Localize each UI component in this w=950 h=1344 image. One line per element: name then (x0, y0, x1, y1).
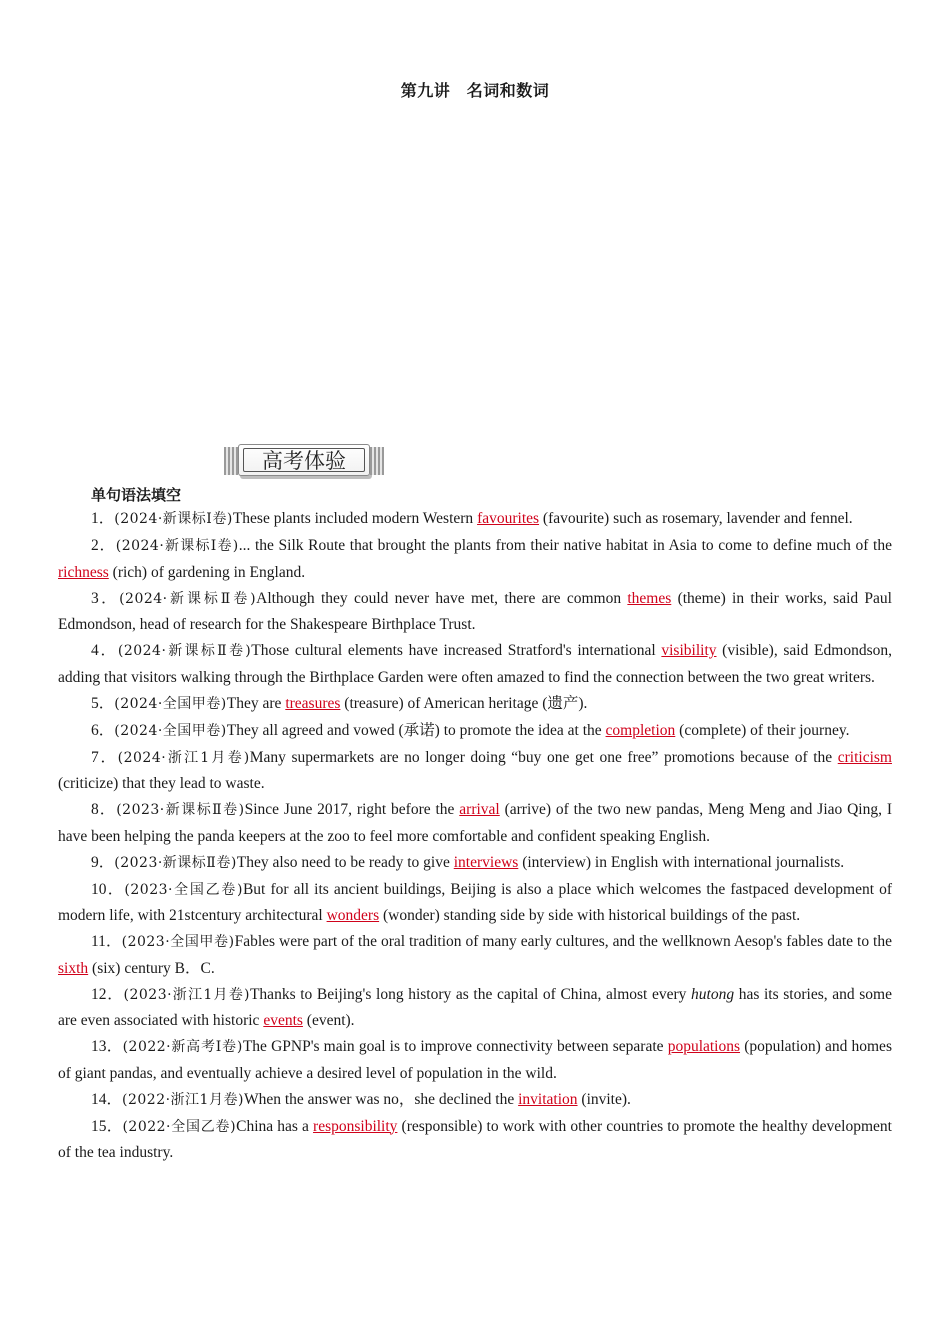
question-number: 13． (91, 1038, 123, 1055)
question-text-after: (six) century B．C. (88, 959, 215, 977)
answer-word: wonders (326, 907, 380, 924)
question-source: (2023·全国甲卷) (121, 934, 235, 950)
section-banner (224, 444, 384, 476)
question-source: (2022·全国乙卷) (122, 1118, 237, 1135)
question-text-after: (theme) in their works, said Paul Edmondson, head of research for the Shakespeare Birthplace Trust. (58, 589, 892, 633)
question-text-after: (treasure) of American heritage (遗产). (340, 694, 588, 712)
answer-word: sixth (58, 959, 89, 977)
question-number: 11． (91, 933, 122, 950)
question-source: (2024·浙江1月卷) (117, 749, 250, 766)
question-list (58, 506, 892, 1166)
answer-word: themes (627, 589, 672, 607)
question-source: (2023·新课标Ⅱ卷) (114, 854, 237, 871)
question-source: (2023·浙江1月卷) (123, 986, 250, 1003)
question-number: 7． (91, 748, 118, 766)
question-text: When the answer was no，she declined the (243, 1090, 519, 1108)
question-number: 1． (91, 510, 115, 527)
question-text-after: (wonder) standing side by side with historical buildings of the past. (379, 907, 801, 924)
answer-word: responsibility (313, 1117, 398, 1135)
question-source: (2023·全国乙卷) (124, 881, 243, 898)
question-item (58, 533, 892, 585)
question-text: Many supermarkets are no longer doing “buy one get one free” promotions because of the (249, 748, 838, 766)
question-text-after: (responsible) to work with other countries to promote the healthy development of the tea industry. (58, 1117, 892, 1161)
question-text-after: (event). (302, 1012, 355, 1029)
question-text: China has a (236, 1117, 314, 1135)
question-item (58, 1087, 892, 1114)
answer-word: favourites (477, 510, 540, 527)
question-item (58, 1114, 892, 1166)
question-number: 6． (91, 721, 115, 739)
answer-word: treasures (285, 694, 341, 712)
question-item (58, 745, 892, 797)
question-text-cont: has its stories, and some are even associated with historic (58, 985, 892, 1029)
question-text: ... the Silk Route that brought the plants from their native habitat in Asia to come to define much of the (238, 537, 892, 554)
question-text: These plants included modern Western (232, 510, 478, 527)
question-number: 3． (91, 589, 120, 607)
question-text: Those cultural elements have increased Stratford's international (251, 642, 662, 659)
question-item (58, 877, 892, 929)
question-item (58, 982, 892, 1034)
question-number: 8． (91, 801, 117, 818)
question-item (58, 638, 892, 690)
question-item (58, 718, 892, 745)
question-text-after: (rich) of gardening in England. (108, 563, 306, 581)
answer-word: visibility (661, 642, 717, 659)
question-number: 9． (91, 853, 115, 871)
banner-stripes-right (370, 447, 384, 475)
answer-word: criticism (837, 748, 892, 766)
question-text: Thanks to Beijing's long history as the capital of China, almost every (249, 985, 692, 1003)
question-item (58, 929, 892, 981)
banner-label: 高考体验 (243, 448, 365, 472)
question-source: (2023·新课标Ⅱ卷) (116, 802, 245, 818)
question-text-after: (visible), said Edmondson, adding that visitors walking through the Birthplace Garden were often amazed to find the connection between the two great writers. (58, 642, 892, 686)
question-text-after: (arrive) of the two new pandas, Meng Meng and Jiao Qing, I have been helping the panda keepers at the zoo to feel more comfortable and confident speaking English. (58, 801, 892, 845)
question-item (58, 586, 892, 638)
question-text-after: (favourite) such as rosemary, lavender and fennel. (539, 510, 853, 527)
question-number: 2． (91, 537, 116, 554)
question-text-after: (invite). (577, 1090, 631, 1108)
question-number: 15． (91, 1117, 123, 1135)
answer-word: interviews (453, 853, 519, 871)
answer-word: richness (58, 563, 109, 581)
banner-box (238, 444, 370, 476)
question-number: 14． (91, 1090, 123, 1108)
question-number: 12． (91, 985, 124, 1003)
question-source: (2022·新高考Ⅰ卷) (122, 1039, 243, 1055)
question-text: Although they could never have met, there are common (256, 589, 628, 607)
question-item (58, 850, 892, 877)
question-text-after: (interview) in English with international journalists. (518, 853, 845, 871)
answer-word: events (263, 1012, 303, 1029)
question-source: (2024·新课标Ⅱ卷) (117, 643, 252, 659)
answer-word: populations (667, 1038, 741, 1055)
question-text-after: (population) and homes of giant pandas, and eventually achieve a desired level of population in the wild. (58, 1038, 892, 1082)
question-number: 10． (91, 880, 125, 898)
question-text: They all agreed and vowed (承诺) to promote the idea at the (226, 721, 606, 739)
question-text-after: (criticize) that they lead to waste. (58, 775, 265, 792)
section-heading: 单句语法填空 (91, 486, 182, 504)
question-source: (2024·新课标Ⅰ卷) (114, 511, 233, 527)
question-item (58, 797, 892, 849)
page-title: 第九讲 名词和数词 (400, 81, 550, 100)
question-text: They also need to be ready to give (236, 853, 454, 871)
banner-stripes-left (224, 447, 238, 475)
question-text-after: (complete) of their journey. (675, 721, 850, 739)
question-text: Since June 2017, right before the (244, 801, 460, 818)
answer-word: completion (605, 721, 676, 739)
question-item (58, 691, 892, 718)
italic-term: hutong (691, 985, 735, 1003)
question-item (58, 1034, 892, 1086)
answer-word: arrival (459, 801, 500, 818)
question-text: But for all its ancient buildings, Beijing is also a place which welcomes the fastpaced development of modern life, with 21stcentury architectural (58, 880, 892, 924)
question-item (58, 506, 892, 533)
question-source: (2022·浙江1月卷) (122, 1091, 244, 1108)
question-source: (2024·全国甲卷) (114, 722, 227, 739)
question-text: Fables were part of the oral tradition of many early cultures, and the wellknown Aesop's fables date to the (234, 933, 892, 950)
question-number: 5． (91, 694, 115, 712)
question-source: (2024·新课标Ⅰ卷) (115, 538, 239, 554)
answer-word: invitation (518, 1090, 578, 1108)
question-number: 4． (91, 642, 118, 659)
question-text: They are (226, 694, 286, 712)
question-source: (2024·新课标Ⅱ卷) (119, 590, 257, 607)
question-text: The GPNP's main goal is to improve connectivity between separate (242, 1038, 668, 1055)
question-source: (2024·全国甲卷) (114, 695, 227, 712)
